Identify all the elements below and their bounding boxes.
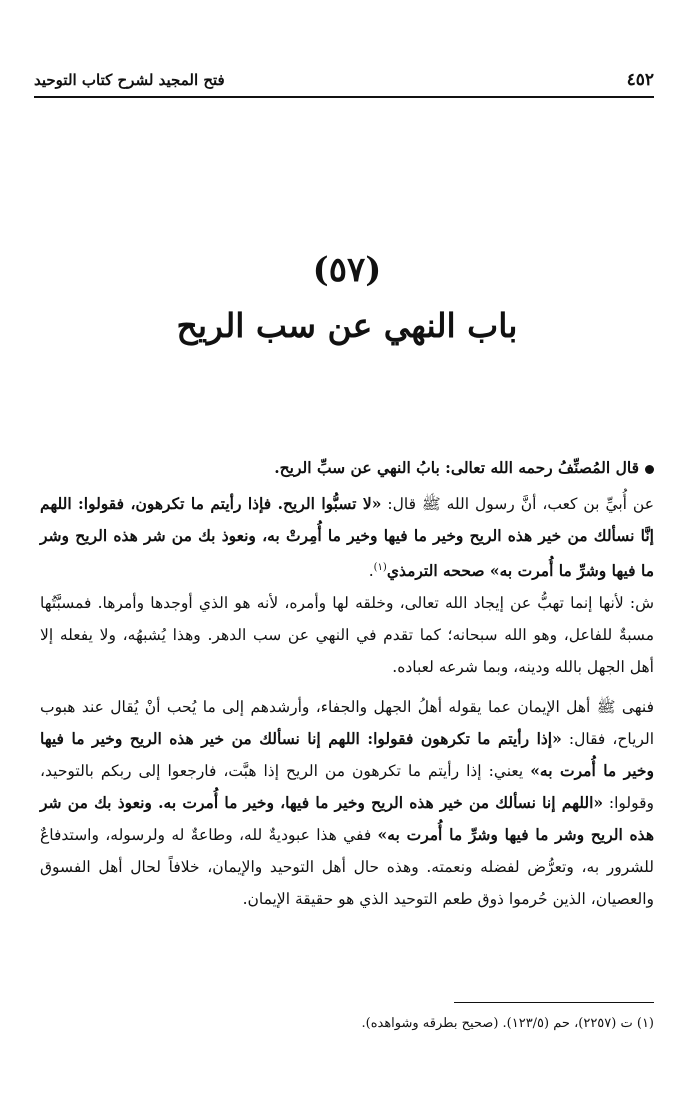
- footnote: (١) ت (٢٢٥٧)، حم (١٢٣/٥). (صحيح بطرقه وشواهده).: [361, 1016, 654, 1031]
- running-head: [34, 64, 654, 98]
- hadith-intro: عن أُبيِّ بن كعب، أنَّ رسول الله ﷺ قال:: [381, 495, 654, 513]
- commentary-quote-2: «اللهم إنا نسألك من خير هذه الريح وخير ما فيها، وخير ما أُمرت به. ونعوذ بك من شر هذه الريح وشر ما فيها وشرِّ ما أُمرت به»: [40, 793, 654, 845]
- intro-paragraph: [40, 452, 654, 484]
- footnote-marker: (١): [373, 562, 387, 573]
- book-title: فتح المجيد لشرح كتاب التوحيد: [34, 71, 225, 89]
- intro-text: قال المُصنِّفُ رحمه الله تعالى: بابُ النهي عن سبِّ الريح.: [274, 458, 639, 477]
- hadith-end: .: [368, 562, 374, 581]
- commentary-part-e: ففي هذا عبوديةٌ لله، وطاعةٌ له ولرسوله، واستدفاعٌ للشرور به، وتعرُّض لفضله ونعمته. وهذه حال أهل التوحيد والإيمان، خلافاً لحال أهل الفسوق والعصيان، الذين حُرموا ذوق طعم التوحيد الذي هو حقيقة الإيمان.: [40, 826, 654, 909]
- commentary-quote-1: «إذا رأيتم ما تكرهون فقولوا: اللهم إنا نسألك من خير هذه الريح وخير ما فيها وخير ما أُمرت به»: [40, 729, 654, 781]
- bullet-icon: [645, 465, 654, 474]
- footnote-divider: [454, 1002, 654, 1003]
- chapter-number: (٥٧): [312, 250, 382, 290]
- commentary-part-c: يعني: إذا رأيتم ما تكرهون من الريح إذا هبَّت، فارجعوا إلى ربكم بالتوحيد، وقولوا:: [40, 762, 655, 813]
- commentary-part-a: فنهى ﷺ أهل الإيمان عما يقوله أهلُ الجهل والجفاء، وأرشدهم إلى ما يُحب أنْ يُقال عند هبوب الرياح، فقال:: [40, 698, 655, 749]
- sharh-paragraph: ش: لأنها إنما تهبُّ عن إيجاد الله تعالى، وخلقه لها وأمره، لأنه هو الذي أوجدها وأمرها. فمسبَّتُها مسبةٌ للفاعل، وهو الله سبحانه؛ كما تقدم في النهي عن سب الدهر. وهذا يُشبهُه، ولا يفعله إلا أهل الجهل بالله ودينه، وبما شرعه لعباده.: [40, 594, 654, 677]
- commentary-paragraph: [40, 691, 654, 915]
- hadith-paragraph: [40, 488, 654, 587]
- body-text: [40, 452, 654, 915]
- hadith-text: «لا تسبُّوا الريح. فإذا رأيتم ما تكرهون، فقولوا: اللهم إنَّا نسألك من خير هذه الريح وخير ما فيها وخير ما أُمِرتْ به، ونعوذ بك من شر هذه الريح وشر ما فيها وشرِّ ما أُمرت به» صححه الترمذي: [40, 494, 654, 581]
- chapter-title: باب النهي عن سب الريح: [176, 306, 518, 345]
- page-number: ٤٥٢: [626, 70, 654, 90]
